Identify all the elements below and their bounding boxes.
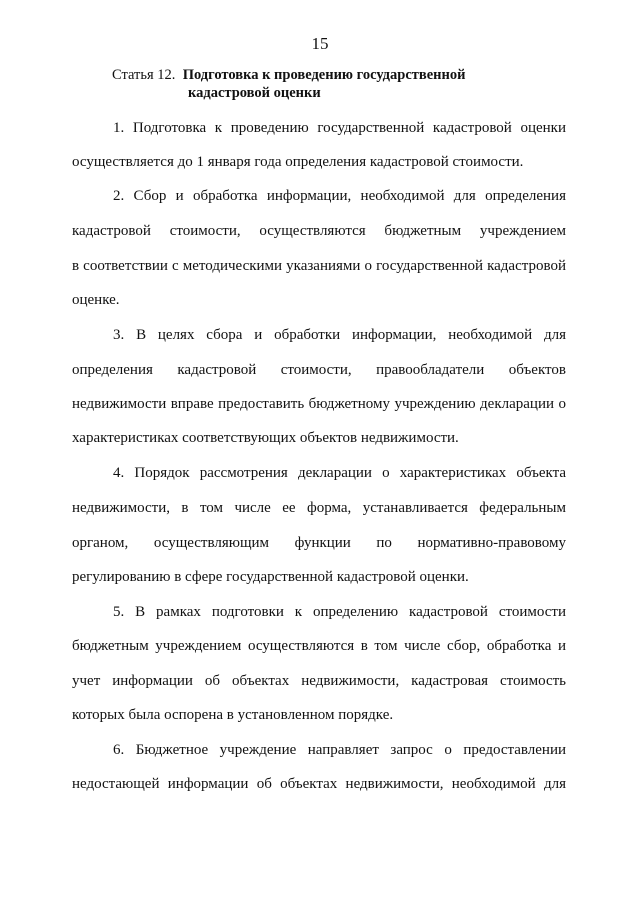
paragraph-6-line-1: 6. Бюджетное учреждение направляет запрос о предоставлении (113, 742, 566, 758)
paragraph-1-line-1: 1. Подготовка к проведению государственной кадастровой оценки (113, 120, 566, 136)
paragraph-4-line-4: регулированию в сфере государственной кадастровой оценки. (72, 569, 469, 585)
paragraph-4-line-1: 4. Порядок рассмотрения декларации о характеристиках объекта (113, 465, 566, 481)
article-title-line-1: Подготовка к проведению государственной (182, 67, 466, 83)
paragraph-5-line-1: 5. В рамках подготовки к определению кадастровой стоимости (113, 604, 566, 620)
article-label: Статья 12. (112, 67, 176, 83)
paragraph-1-line-2: осуществляется до 1 января года определения кадастровой стоимости. (72, 154, 524, 170)
article-heading-row-1 (112, 66, 552, 84)
article-title-line-2: кадастровой оценки (188, 85, 321, 101)
article-heading-row-2 (112, 84, 552, 102)
paragraph-3-line-3: недвижимости вправе предоставить бюджетному учреждению декларации о (72, 396, 566, 412)
paragraph-2-line-4: оценке. (72, 292, 120, 308)
paragraph-2-line-1: 2. Сбор и обработка информации, необходимой для определения (113, 188, 566, 204)
paragraph-2-line-2: кадастровой стоимости, осуществляются бюджетным учреждением (72, 223, 566, 239)
paragraph-6-line-2: недостающей информации об объектах недвижимости, необходимой для (72, 776, 566, 792)
paragraph-3-line-2: определения кадастровой стоимости, правообладатели объектов (72, 362, 566, 378)
paragraph-3-line-1: 3. В целях сбора и обработки информации, необходимой для (113, 327, 566, 343)
article-heading (112, 66, 552, 102)
paragraph-4-line-2: недвижимости, в том числе ее форма, устанавливается федеральным (72, 500, 566, 516)
paragraph-5-line-3: учет информации об объектах недвижимости, кадастровая стоимость (72, 673, 566, 689)
paragraph-2-line-3: в соответствии с методическими указаниями о государственной кадастровой (72, 258, 566, 274)
paragraph-5-line-2: бюджетным учреждением осуществляются в том числе сбор, обработка и (72, 638, 566, 654)
paragraph-4-line-3: органом, осуществляющим функции по нормативно-правовому (72, 535, 566, 551)
page-number: 15 (311, 34, 329, 53)
paragraph-3-line-4: характеристиках соответствующих объектов недвижимости. (72, 430, 459, 446)
paragraph-5-line-4: которых была оспорена в установленном порядке. (72, 707, 394, 723)
